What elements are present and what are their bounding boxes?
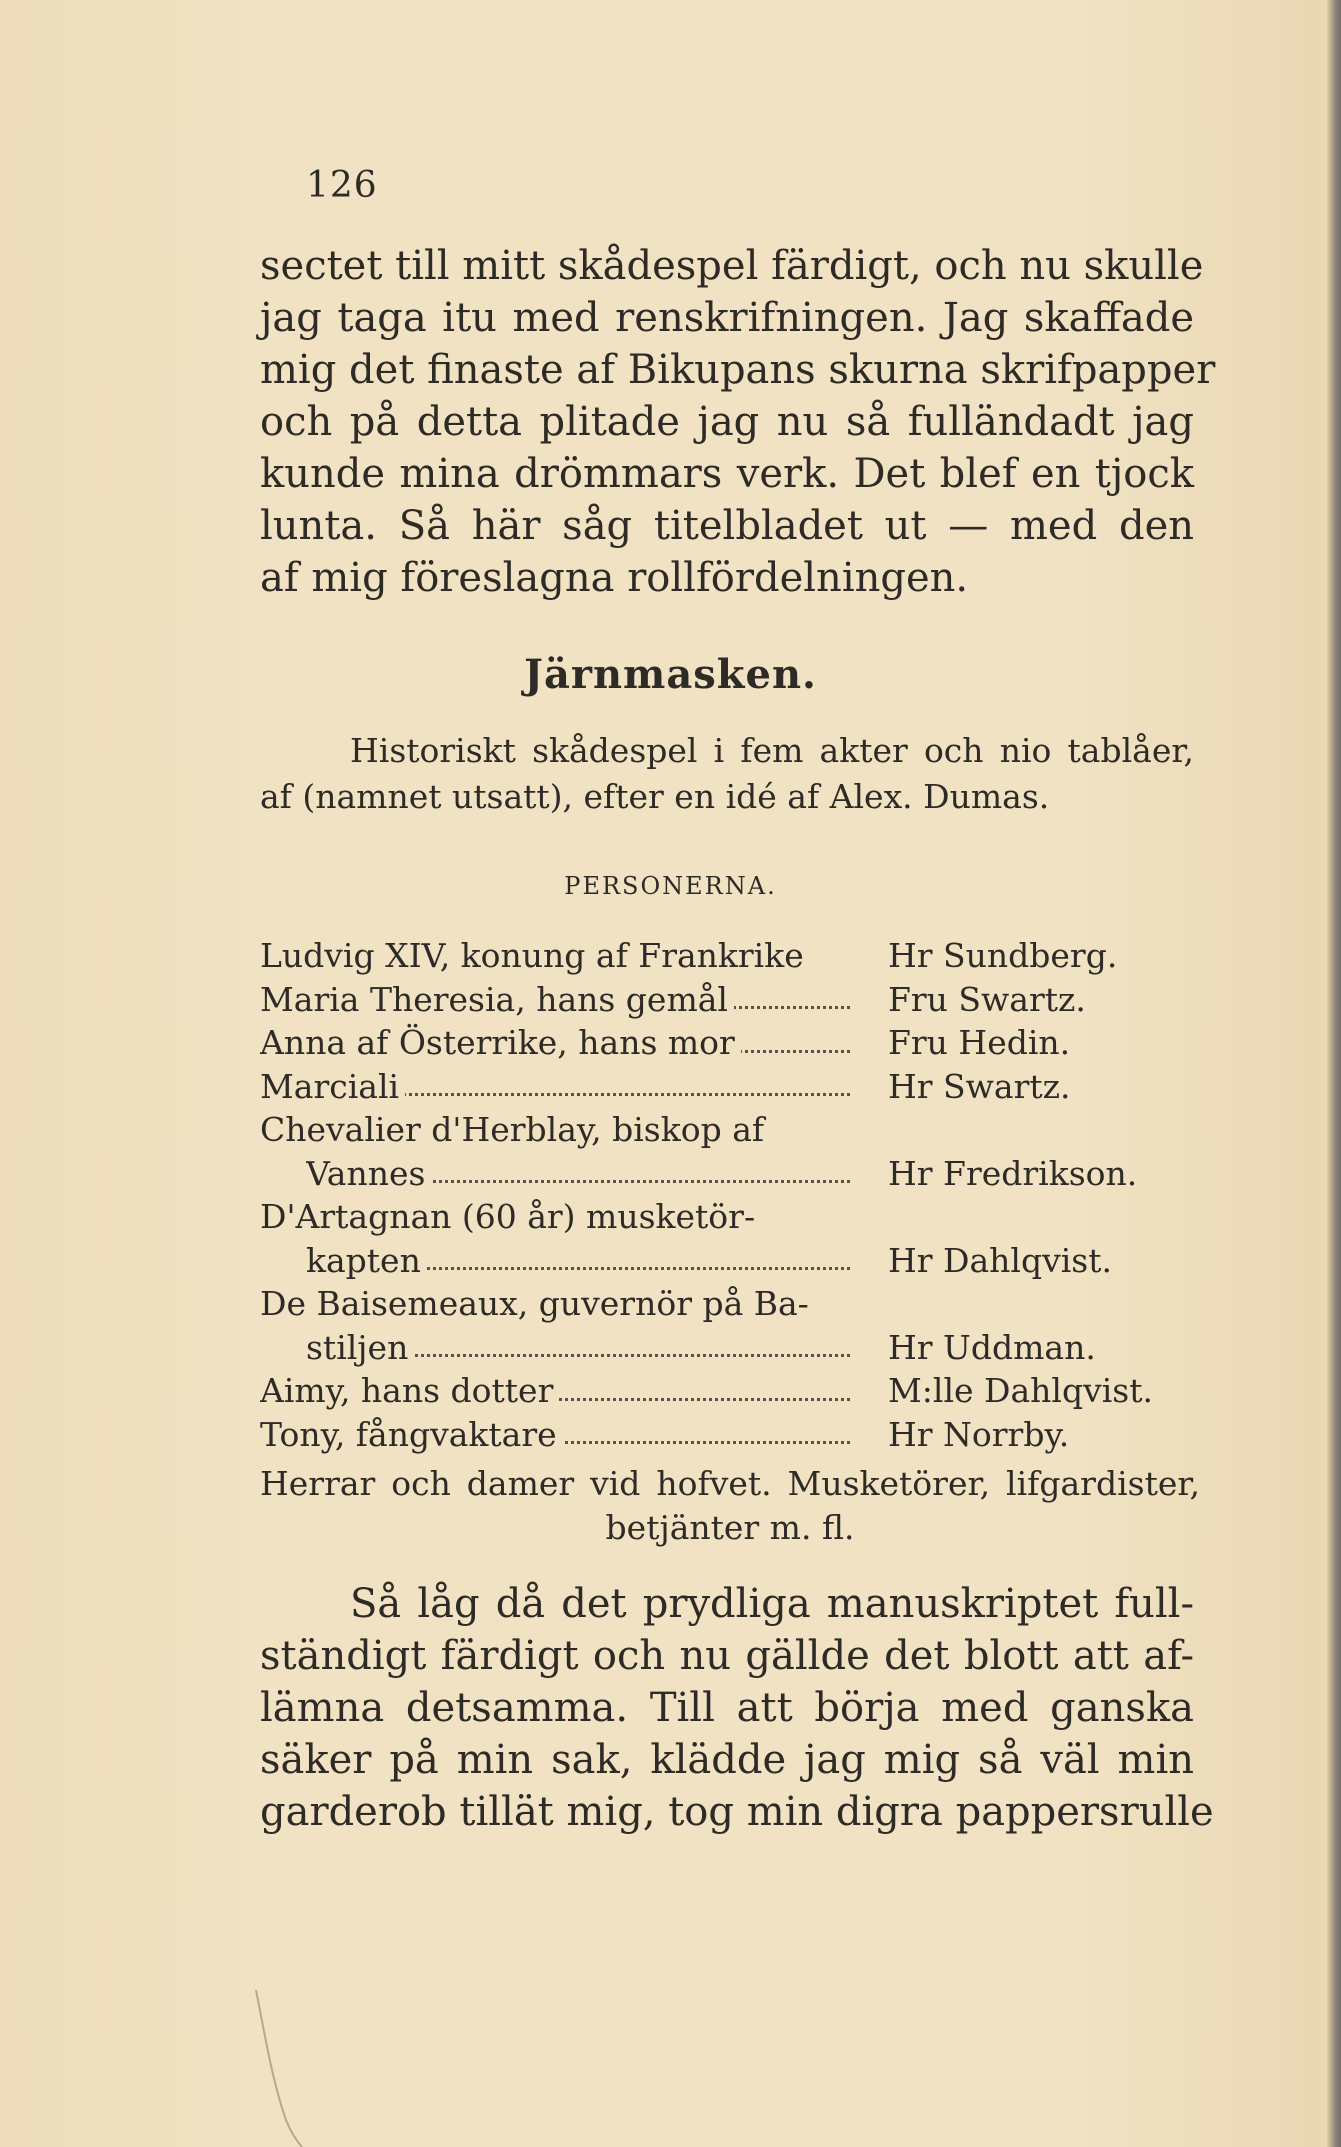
actor-name: M:lle Dahlqvist. [888,1371,1153,1410]
text-line: sectet till mitt skådespel färdigt, och nu skulle [260,243,1204,289]
role-name [260,1282,850,1326]
text-line: garderob tillät mig, tog min digra pappersrulle [260,1789,1214,1835]
cast-row [260,934,1200,978]
role-name [260,934,850,978]
role-text: kapten [306,1241,427,1280]
cast-row-continued [260,1152,1200,1196]
role-name-continued [306,1326,850,1370]
play-subtitle [260,728,1194,820]
cast-footer [260,1462,1200,1550]
actor-name: Hr Uddman. [888,1327,1096,1367]
role-name-continued [306,1152,850,1196]
role-name-continued [306,1239,850,1283]
cast-row [260,1369,1200,1413]
cast-row [260,1413,1200,1457]
subtitle-line: Historiskt skådespel i fem akter och nio tablåer, [350,731,1194,770]
pencil-mark [250,1990,310,2147]
cast-list [260,934,1200,1456]
page-number: 126 [306,165,378,206]
role-text: D'Artagnan (60 år) musketör- [260,1197,756,1236]
role-name [260,1369,850,1413]
role-text: Vannes [306,1154,431,1193]
role-text: Ludvig XIV, konung af Frankrike [260,936,804,975]
text-line: lunta. Så här såg titelbladet ut — med den [260,503,1194,549]
role-name [260,1108,850,1152]
actor-name: Hr Sundberg. [888,936,1118,975]
role-name [260,978,850,1022]
role-text: stiljen [306,1328,414,1367]
cast-row-continued [260,1239,1200,1283]
role-name [260,1021,850,1065]
cast-row [260,1108,1200,1152]
text-line: mig det finaste af Bikupans skurna skrifpapper [260,347,1216,393]
text-line: kunde mina drömmars verk. Det blef en tjock [260,451,1194,497]
role-text: Marciali [260,1067,405,1106]
cast-row [260,1021,1200,1065]
cast-row-continued [260,1326,1200,1370]
actor-name: Hr Swartz. [888,1066,1071,1106]
cast-heading: PERSONERNA. [564,872,777,900]
role-name [260,1413,850,1457]
page-edge-shadow [1327,0,1341,2147]
role-text: Chevalier d'Herblay, biskop af [260,1110,765,1149]
text-line: af mig föreslagna rollfördelningen. [260,555,969,601]
text-line: Så låg då det prydliga manuskriptet full- [350,1581,1194,1627]
role-text: Anna af Österrike, hans mor [260,1023,741,1062]
cast-footer-line: betjänter m. fl. [605,1508,855,1547]
role-text: Aimy, hans dotter [260,1371,559,1410]
cast-row [260,1282,1200,1326]
actor-name: Hr Dahlqvist. [888,1240,1112,1280]
actor-name: Fru Swartz. [888,979,1086,1019]
cast-footer-line: Herrar och damer vid hofvet. Musketörer, lifgardister, [260,1464,1200,1503]
text-line: säker på min sak, klädde jag mig så väl min [260,1737,1194,1783]
subtitle-line: af (namnet utsatt), efter en idé af Alex. Dumas. [260,777,1050,816]
cast-row [260,1065,1200,1109]
actor-name: Fru Hedin. [888,1023,1071,1062]
role-text: Tony, fångvaktare [260,1415,563,1454]
role-name [260,1065,850,1109]
text-line: jag taga itu med renskrifningen. Jag skaffade [260,295,1194,341]
text-line: och på detta plitade jag nu så fulländadt jag [260,399,1194,445]
text-line: lämna detsamma. Till att börja med ganska [260,1685,1194,1731]
role-text: Maria Theresia, hans gemål [260,980,734,1019]
cast-row [260,1195,1200,1239]
text-line: ständigt färdigt och nu gällde det blott att af- [260,1633,1194,1679]
role-text: De Baisemeaux, guvernör på Ba- [260,1284,809,1323]
role-name [260,1195,850,1239]
actor-name: Hr Fredrikson. [888,1153,1138,1193]
cast-row [260,978,1200,1022]
paragraph-1 [260,240,1216,604]
paragraph-2 [260,1578,1214,1838]
play-title: Järnmasken. [524,651,817,698]
actor-name: Hr Norrby. [888,1414,1070,1454]
